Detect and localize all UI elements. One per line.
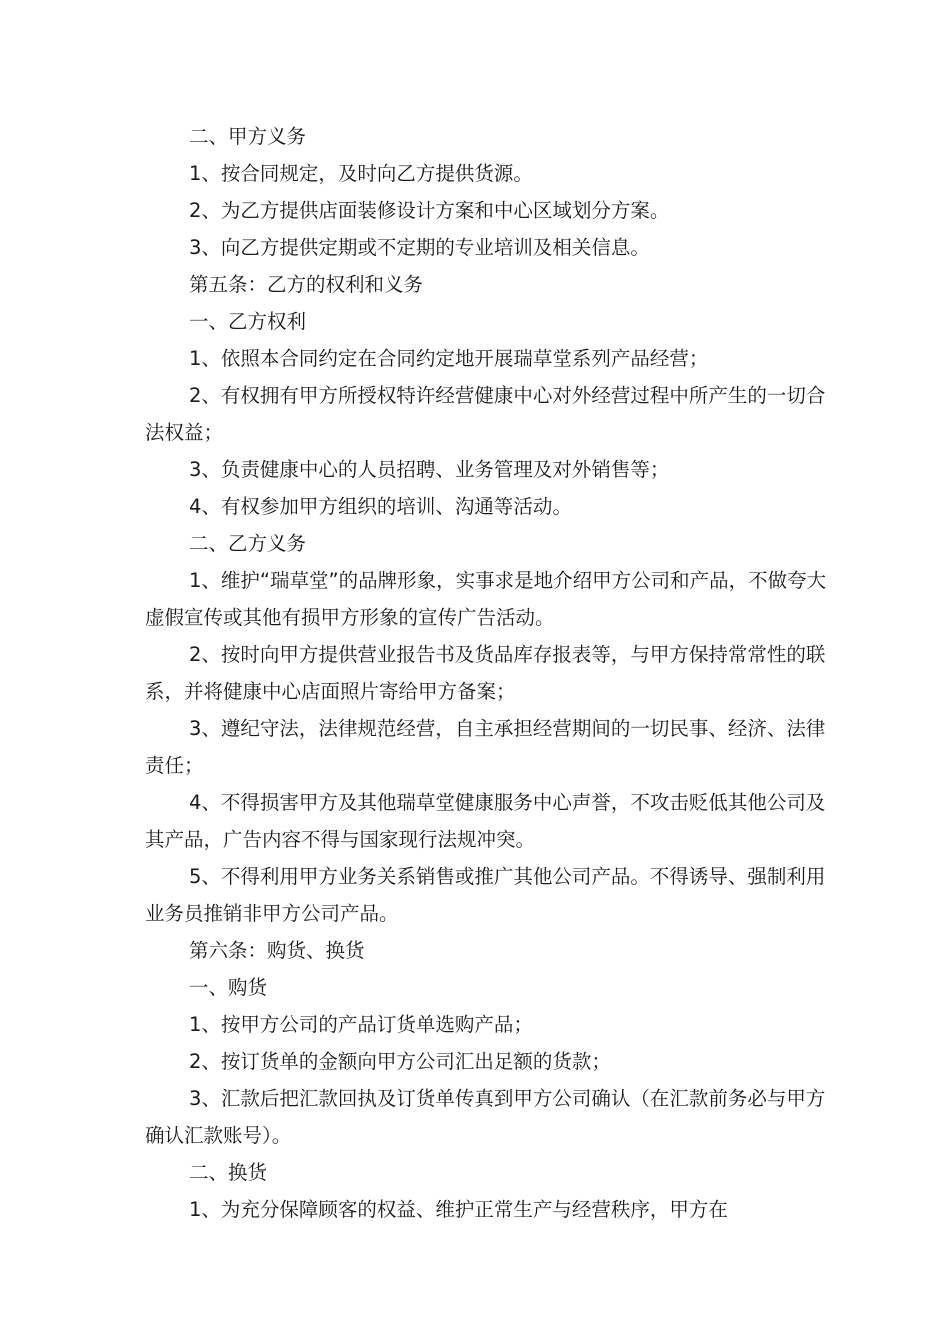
- section-heading: 一、购货: [189, 976, 268, 999]
- clause-item: 1、维护“瑞草堂”的品牌形象，实事求是地介绍甲方公司和产品，不做夸大虚假宣传或其他有损甲方形象的宣传广告活动。: [145, 569, 827, 629]
- clause-item: 1、依照本合同约定在合同约定地开展瑞草堂系列产品经营；: [189, 347, 709, 370]
- clause-item: 4、不得损害甲方及其他瑞草堂健康服务中心声誉，不攻击贬低其他公司及其产品，广告内容不得与国家现行法规冲突。: [145, 791, 826, 851]
- clause-item: 2、按订货单的金额向甲方公司汇出足额的货款；: [189, 1050, 611, 1073]
- section-heading: 二、甲方义务: [189, 125, 307, 148]
- article-heading: 第五条：乙方的权利和义务: [189, 273, 424, 296]
- clause-item: 4、有权参加甲方组织的培训、沟通等活动。: [189, 495, 572, 518]
- clause-item: 2、为乙方提供店面装修设计方案和中心区域划分方案。: [189, 199, 670, 222]
- clause-item: 3、负责健康中心的人员招聘、业务管理及对外销售等；: [189, 458, 670, 481]
- section-heading: 二、乙方义务: [189, 532, 307, 555]
- clause-item: 1、按甲方公司的产品订货单选购产品；: [189, 1013, 533, 1036]
- article-heading: 第六条：购货、换货: [189, 939, 365, 962]
- clause-item: 2、有权拥有甲方所授权特许经营健康中心对外经营过程中所产生的一切合法权益；: [145, 384, 826, 444]
- section-heading: 二、换货: [189, 1161, 268, 1184]
- clause-item: 3、向乙方提供定期或不定期的专业培训及相关信息。: [189, 236, 650, 259]
- clause-item: 3、遵纪守法，法律规范经营，自主承担经营期间的一切民事、经济、法律责任；: [145, 717, 826, 777]
- document-body: [145, 118, 835, 1228]
- clause-item: 1、为充分保障顾客的权益、维护正常生产与经营秩序，甲方在: [189, 1198, 728, 1221]
- clause-item: 3、汇款后把汇款回执及订货单传真到甲方公司确认（在汇款前务必与甲方确认汇款账号）。: [145, 1087, 826, 1147]
- clause-item: 5、不得利用甲方业务关系销售或推广其他公司产品。不得诱导、强制利用业务员推销非甲方公司产品。: [145, 865, 826, 925]
- clause-item: 2、按时向甲方提供营业报告书及货品库存报表等，与甲方保持常常性的联系，并将健康中心店面照片寄给甲方备案；: [145, 643, 826, 703]
- clause-item: 1、按合同规定，及时向乙方提供货源。: [189, 162, 533, 185]
- section-heading: 一、乙方权利: [189, 310, 307, 333]
